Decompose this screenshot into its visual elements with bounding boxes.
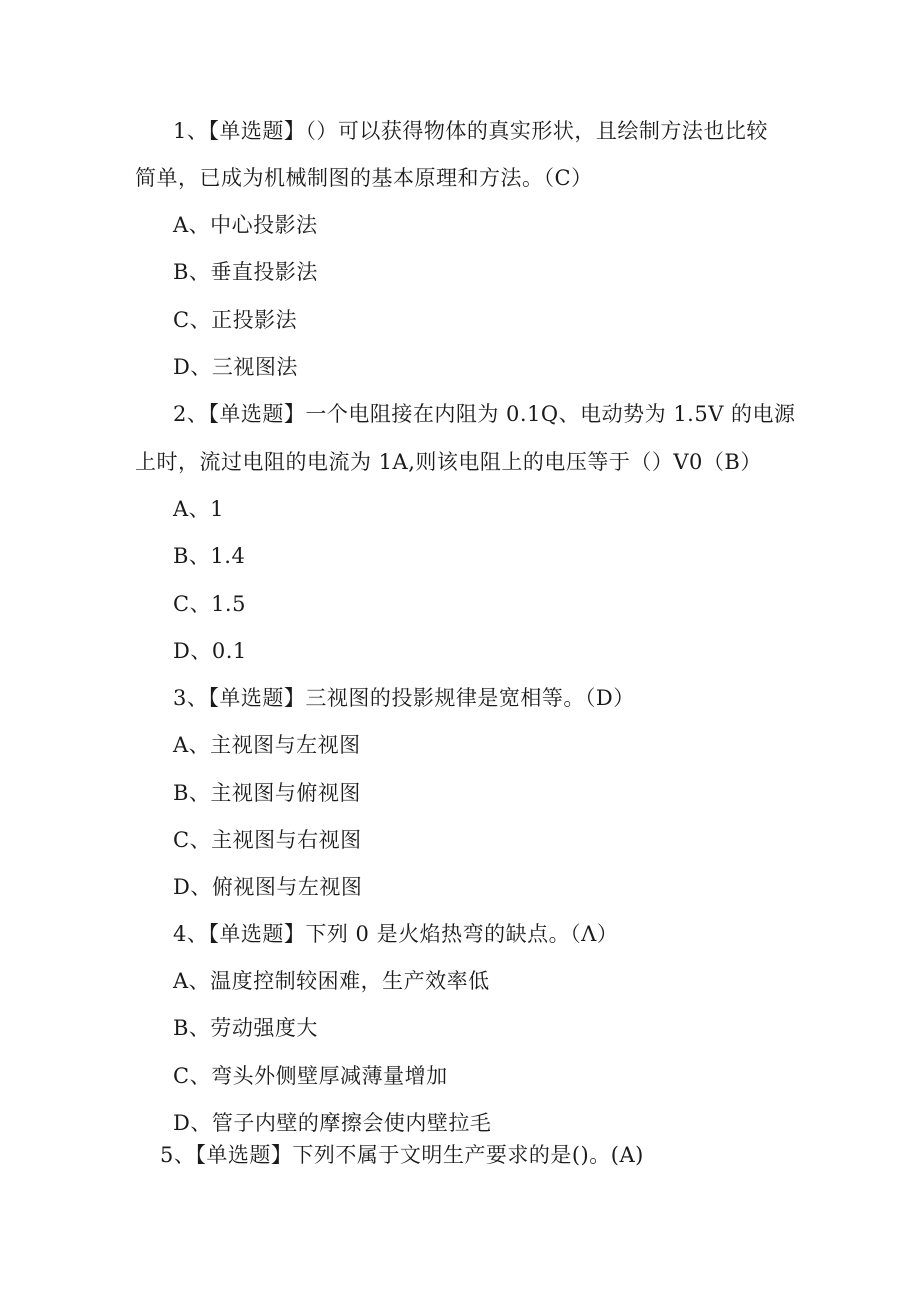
question-1-option-d: D、三视图法 [173, 355, 298, 379]
question-2-stem-line-2: 上时，流过电阻的电流为 1A,则该电阻上的电压等于（）V0（B） [135, 450, 762, 474]
question-2-option-a: A、1 [173, 497, 225, 521]
question-2-option-d: D、0.1 [173, 639, 247, 663]
question-2-option-b: B、1.4 [173, 544, 246, 568]
question-3-option-d: D、俯视图与左视图 [173, 875, 363, 899]
question-5-stem-line-1: 5、【单选题】下列不属于文明生产要求的是()。(A) [160, 1143, 644, 1167]
question-2-stem-line-1: 2、【单选题】一个电阻接在内阻为 0.1Q、电动势为 1.5V 的电源 [173, 402, 796, 426]
question-4-option-d: D、管子内壁的摩擦会使内壁拉毛 [173, 1111, 492, 1135]
question-4-option-b: B、劳动强度大 [173, 1016, 318, 1040]
question-1-option-b: B、垂直投影法 [173, 260, 318, 284]
question-3-stem-line-1: 3、【单选题】三视图的投影规律是宽相等。（D） [173, 686, 635, 710]
question-2-option-c: C、1.5 [173, 592, 246, 616]
question-4-stem-line-1: 4、【单选题】下列 0 是火焰热弯的缺点。（Λ） [173, 922, 619, 946]
question-1-option-c: C、正投影法 [173, 308, 298, 332]
question-1-stem-line-1: 1、【单选题】（）可以获得物体的真实形状，且绘制方法也比较 [173, 119, 768, 143]
question-4-option-a: A、温度控制较困难，生产效率低 [173, 969, 490, 993]
question-3-option-a: A、主视图与左视图 [173, 733, 361, 757]
question-4-option-c: C、弯头外侧壁厚减薄量增加 [173, 1064, 448, 1088]
question-1-stem-line-2: 简单，已成为机械制图的基本原理和方法。（C） [135, 166, 593, 190]
question-1-option-a: A、中心投影法 [173, 213, 318, 237]
question-3-option-b: B、主视图与俯视图 [173, 781, 361, 805]
question-3-option-c: C、主视图与右视图 [173, 828, 362, 852]
